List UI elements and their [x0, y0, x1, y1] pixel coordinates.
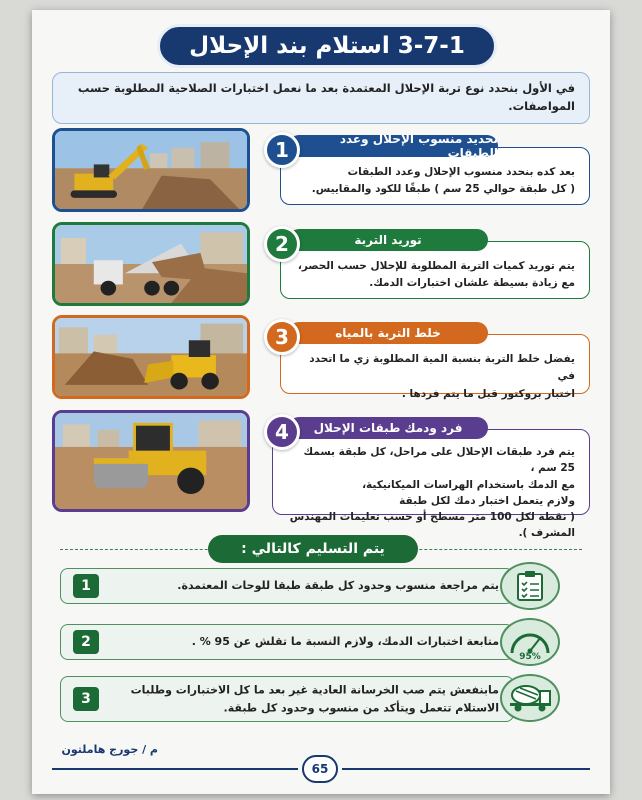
footer-line-left — [52, 768, 298, 770]
delivery-item-1-text — [113, 577, 499, 595]
step-4-body — [272, 429, 590, 540]
delivery-item-3-text — [113, 681, 499, 716]
step-2-number: 2 — [264, 226, 300, 262]
step-2-line: يتم توريد كميات التربة المطلوبة للإحلال حسب الحصر، — [297, 260, 575, 272]
dump-truck-photo — [52, 222, 250, 306]
author-name: م / جورج هاملتون — [61, 743, 158, 756]
gauge-icon — [500, 618, 560, 666]
delivery-item-2-text — [113, 633, 499, 651]
checklist-icon — [500, 562, 560, 610]
delivery-line: متابعة اختبارات الدمك، ولازم النسبة ما تقلش عن 95 % . — [191, 635, 499, 649]
delivery-item-2-number: 2 — [73, 630, 99, 654]
excavator-photo — [52, 128, 250, 212]
gauge-label: 95% — [519, 652, 541, 659]
step-1-title: تحديد منسوب الإحلال وعدد الطبقات — [288, 135, 498, 157]
delivery-item-1 — [60, 568, 514, 604]
page-title: 3-7-1 استلام بند الإحلال — [157, 24, 497, 68]
step-4-line: مع الدمك باستخدام الهراسات الميكانيكية، — [362, 478, 575, 491]
delivery-item-1-number: 1 — [73, 574, 99, 598]
step-1-line: بعد كده بنحدد منسوب الإحلال وعدد الطبقات — [347, 166, 575, 178]
delivery-item-3-number: 3 — [73, 687, 99, 711]
step-2-line: مع زيادة بسيطة علشان اختبارات الدمك. — [369, 277, 575, 290]
step-3-title: خلط التربة بالمياه — [288, 322, 488, 344]
step-3-line: يفضل خلط التربة بنسبة المية المطلوبة زي ما اتحدد في — [309, 353, 575, 383]
loader-photo — [52, 315, 250, 399]
page — [32, 10, 610, 794]
step-1-line: ( كل طبقة حوالي 25 سم ) طبقًا للكود والمقاييس. — [311, 183, 575, 196]
page-number: 65 — [302, 755, 338, 783]
step-4-title: فرد ودمك طبقات الإحلال — [288, 417, 488, 439]
concrete-mixer-icon — [500, 674, 560, 722]
step-1-number: 1 — [264, 132, 300, 168]
delivery-line: مابنفعش يتم صب الخرسانة العادية غير بعد ما كل الاختبارات وطلبات — [130, 683, 499, 697]
step-4-line: يتم فرد طبقات الإحلال على مراحل، كل طبقة بسمك 25 سم ، — [303, 446, 575, 475]
delivery-item-3 — [60, 676, 514, 722]
roller-photo — [52, 410, 250, 512]
delivery-line: الاستلام تتعمل ويتأكد من منسوب وحدود كل طبقة. — [223, 701, 499, 714]
step-4-line: ( نقطة لكل 100 متر مسطح أو حسب تعليمات المهندس المشرف ). — [289, 511, 575, 540]
step-3-line: اختبار بروكتور قبل ما يتم فردها . — [401, 387, 575, 400]
delivery-item-2 — [60, 624, 514, 660]
step-3-number: 3 — [264, 319, 300, 355]
step-2-title: توريد التربة — [288, 229, 488, 251]
footer-line-right — [342, 768, 590, 770]
delivery-title: يتم التسليم كالتالي : — [208, 535, 418, 563]
step-4-line: ولازم يتعمل اختبار دمك لكل طبقة — [399, 494, 575, 507]
step-4-number: 4 — [264, 414, 300, 450]
delivery-line: يتم مراجعة منسوب وحدود كل طبقة طبقا للوحات المعتمدة. — [177, 579, 499, 593]
intro-box: في الأول بنحدد نوع تربة الإحلال المعتمدة بعد ما نعمل اختبارات الصلاحية المطلوبة حسب المواصفات. — [52, 72, 590, 124]
